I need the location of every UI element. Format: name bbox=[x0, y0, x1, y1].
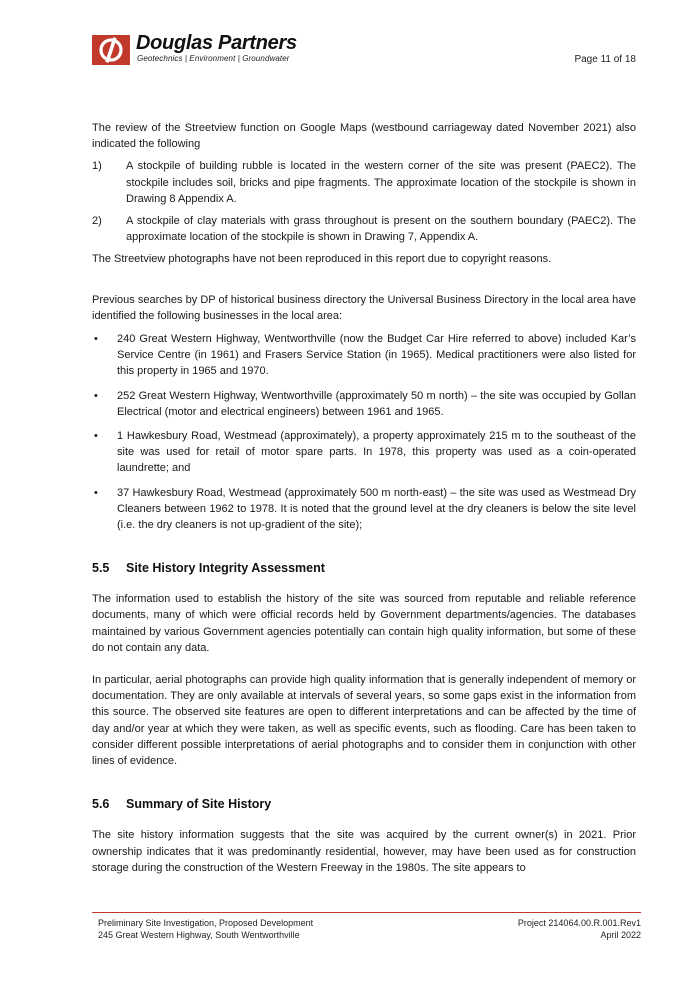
footer-divider bbox=[92, 912, 641, 913]
section-title-text: Summary of Site History bbox=[126, 797, 272, 812]
main-content bbox=[92, 120, 636, 886]
section-number: 5.5 bbox=[92, 561, 110, 576]
footer-date: April 2022 bbox=[600, 930, 641, 940]
company-tagline: Geotechnics | Environment | Groundwater bbox=[137, 54, 290, 63]
integrity-paragraph-1: The information used to establish the history of the site was sourced from reputable and reliable reference documents, many of which were official records held by Government departments/agencies. The databases maintained by various Government agencies potentially can contain high quality information, but some of these do not contain any data. bbox=[92, 593, 636, 654]
bullet-list-item bbox=[92, 428, 636, 477]
list-number: 2) bbox=[92, 215, 102, 228]
section-title bbox=[92, 559, 636, 577]
bullet-text: 252 Great Western Highway, Wentworthville (approximately 50 m north) – the site was occupied by Gollan Electrical (motor and electrical engineers) between 1961 and 1965. bbox=[117, 389, 636, 418]
company-name: Douglas Partners bbox=[136, 32, 297, 54]
bullet-list-item bbox=[92, 485, 636, 534]
bullet-icon: • bbox=[94, 333, 98, 346]
integrity-paragraph-2: In particular, aerial photographs can provide high quality information that is generally independent of memory or documentation. They are only available at intervals of several years, so some gaps exist in the information from this source. The observed site features are open to different interpretations and can be affected by the time of day and/or year at which they were taken, as well as specific events, such as flooding. Care has been taken to consider different possible interpretations of aerial photographs and to consider them in conjunction with other lines of evidence. bbox=[92, 674, 636, 768]
section-heading-5-5 bbox=[92, 559, 636, 577]
bullet-text: 240 Great Western Highway, Wentworthville (now the Budget Car Hire referred to above) included Kar’s Service Centre (in 1961) and Frasers Service Station (in 1965). Medical practitioners were also listed for this property in 1965 and 1970. bbox=[117, 333, 636, 378]
section-title-text: Site History Integrity Assessment bbox=[126, 561, 325, 576]
footer-report-title: Preliminary Site Investigation, Proposed Development bbox=[98, 918, 314, 928]
bullet-icon: • bbox=[94, 486, 98, 499]
bullet-icon: • bbox=[94, 430, 98, 443]
page-number: Page 11 of 18 bbox=[574, 54, 636, 65]
bullet-list-item bbox=[92, 331, 636, 380]
bullet-list-item bbox=[92, 388, 636, 420]
section-number: 5.6 bbox=[92, 797, 110, 812]
numbered-list-item bbox=[92, 213, 636, 245]
summary-paragraph-1: The site history information suggests that the site was acquired by the current owner(s) in 2021. Prior ownership indicates that it was predominantly residential, however, may have been used as for construction storage during the construction of the Western Freeway in the 1980s. The site appears to bbox=[92, 829, 636, 874]
footer-right bbox=[518, 917, 641, 941]
list-number: 1) bbox=[92, 160, 102, 173]
intro-paragraph: The review of the Streetview function on Google Maps (westbound carriageway dated November 2021) also indicated the following bbox=[92, 122, 636, 151]
directory-intro: Previous searches by DP of historical business directory the Universal Business Directory in the local area have identified the following businesses in the local area: bbox=[92, 293, 636, 322]
footer-project-number: Project 214064.00.R.001.Rev1 bbox=[517, 918, 641, 928]
spacer bbox=[92, 278, 636, 292]
footer-address: 245 Great Western Highway, South Wentworthville bbox=[98, 930, 300, 940]
list-item-text: A stockpile of building rubble is located in the western corner of the site was present (PAEC2). The stockpile includes soil, bricks and pipe fragments. The approximate location of the stockpile is shown in Drawing 8 Appendix A. bbox=[126, 160, 636, 205]
bullet-icon: • bbox=[94, 389, 98, 402]
streetview-note: The Streetview photographs have not been reproduced in this report due to copyright reasons. bbox=[92, 253, 552, 266]
numbered-list-item bbox=[92, 158, 636, 207]
bullet-text: 1 Hawkesbury Road, Westmead (approximately), a property approximately 215 m to the southeast of the site was used for retail of motor spare parts. In 1978, this property was used as a coin-operated laundrette; and bbox=[117, 430, 636, 475]
bullet-text: 37 Hawkesbury Road, Westmead (approximately 500 m north-east) – the site was used as Westmead Dry Cleaners between 1962 to 1978. It is noted that the ground level at the dry cleaners is below the site level (i.e. the dry cleaners is not up-gradient of the site); bbox=[117, 486, 636, 532]
list-item-text: A stockpile of clay materials with grass throughout is present on the southern boundary (PAEC2). The approximate location of the stockpile is shown in Drawing 7, Appendix A. bbox=[126, 215, 636, 244]
footer-left bbox=[98, 917, 313, 941]
section-title bbox=[92, 795, 636, 813]
douglas-partners-logo-icon bbox=[92, 35, 130, 65]
section-heading-5-6 bbox=[92, 795, 636, 813]
